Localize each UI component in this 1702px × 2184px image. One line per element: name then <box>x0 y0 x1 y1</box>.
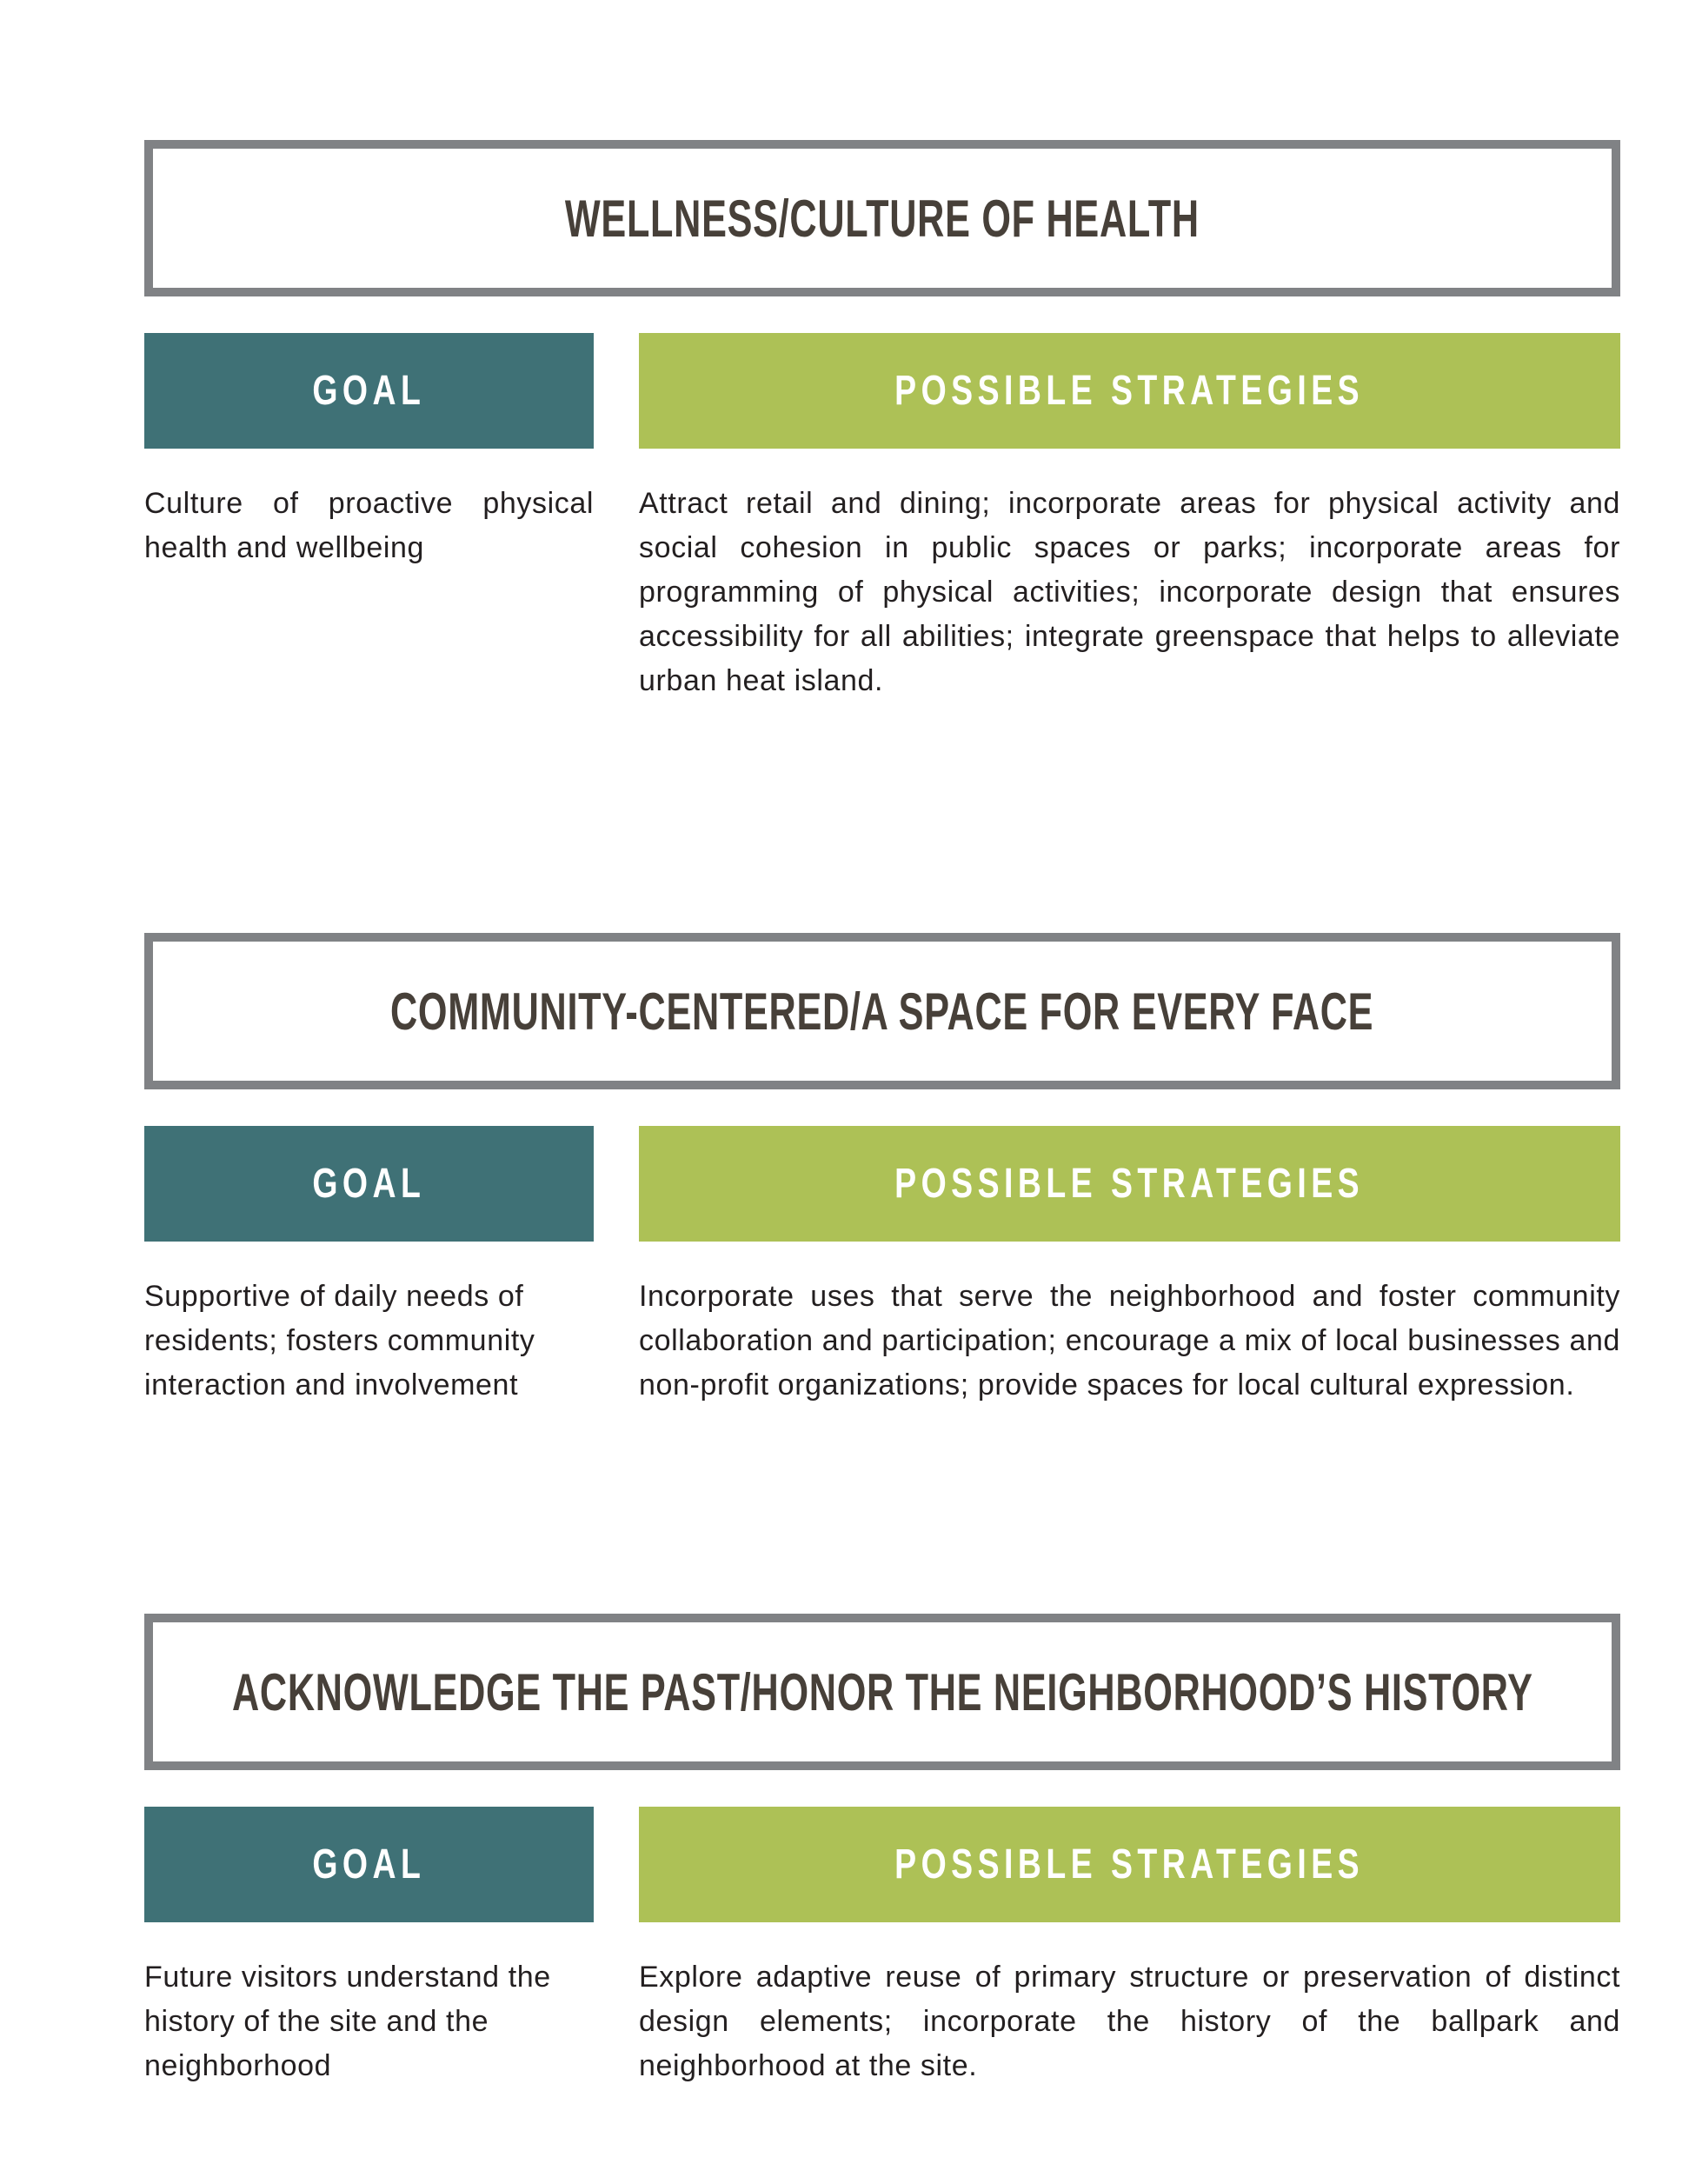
goal-header-label: GOAL <box>312 368 426 414</box>
section-header-box <box>144 1614 1620 1770</box>
column-header-row <box>144 333 1620 449</box>
section-header-box <box>144 933 1620 1089</box>
strategies-header-band <box>639 1126 1620 1242</box>
section-title: WELLNESS/CULTURE OF HEALTH <box>565 189 1200 248</box>
goal-header-label: GOAL <box>312 1841 426 1888</box>
strategies-header-label: POSSIBLE STRATEGIES <box>894 1161 1365 1207</box>
content-row <box>144 482 1620 703</box>
column-gap <box>594 1275 639 1408</box>
goal-header-band <box>144 1126 594 1242</box>
column-gap <box>594 1955 639 2088</box>
strategies-text: Incorporate uses that serve the neighborhood and foster community collaboration and participation; encourage a mix of local businesses and non-profit organizations; provide spaces for local cultural expression. <box>639 1280 1620 1402</box>
goal-header-label: GOAL <box>312 1161 426 1207</box>
section-wellness <box>144 140 1620 703</box>
section-title: COMMUNITY-CENTERED/A SPACE FOR EVERY FACE <box>390 982 1374 1041</box>
strategies-text: Attract retail and dining; incorporate areas for physical activity and social cohesion in public spaces or parks; incorporate areas for programming of physical activities; incorporate design that ensures accessibility for all abilities; integrate greenspace that helps to alleviate urban heat island. <box>639 487 1620 697</box>
section-title: ACKNOWLEDGE THE PAST/HONOR THE NEIGHBORHOOD’S HISTORY <box>231 1662 1533 1721</box>
goal-text: Future visitors understand the history of the site and the neighborhood <box>144 1961 551 2082</box>
column-header-row <box>144 1126 1620 1242</box>
column-gap <box>594 333 639 449</box>
goal-text: Culture of proactive physical health and wellbeing <box>144 487 594 564</box>
section-header-box <box>144 140 1620 296</box>
goal-text: Supportive of daily needs of residents; fosters community interaction and involvement <box>144 1280 535 1402</box>
content-row <box>144 1955 1620 2088</box>
strategies-header-label: POSSIBLE STRATEGIES <box>894 368 1365 414</box>
strategies-header-band <box>639 1807 1620 1922</box>
strategies-text: Explore adaptive reuse of primary structure or preservation of distinct design elements; incorporate the history of the ballpark and neighborhood at the site. <box>639 1961 1620 2082</box>
column-gap <box>594 1126 639 1242</box>
strategies-header-label: POSSIBLE STRATEGIES <box>894 1841 1365 1888</box>
section-acknowledge-past <box>144 1614 1620 2088</box>
goal-header-band <box>144 1807 594 1922</box>
column-gap <box>594 482 639 703</box>
column-gap <box>594 1807 639 1922</box>
column-header-row <box>144 1807 1620 1922</box>
section-community-centered <box>144 933 1620 1408</box>
content-row <box>144 1275 1620 1408</box>
strategies-header-band <box>639 333 1620 449</box>
goal-header-band <box>144 333 594 449</box>
